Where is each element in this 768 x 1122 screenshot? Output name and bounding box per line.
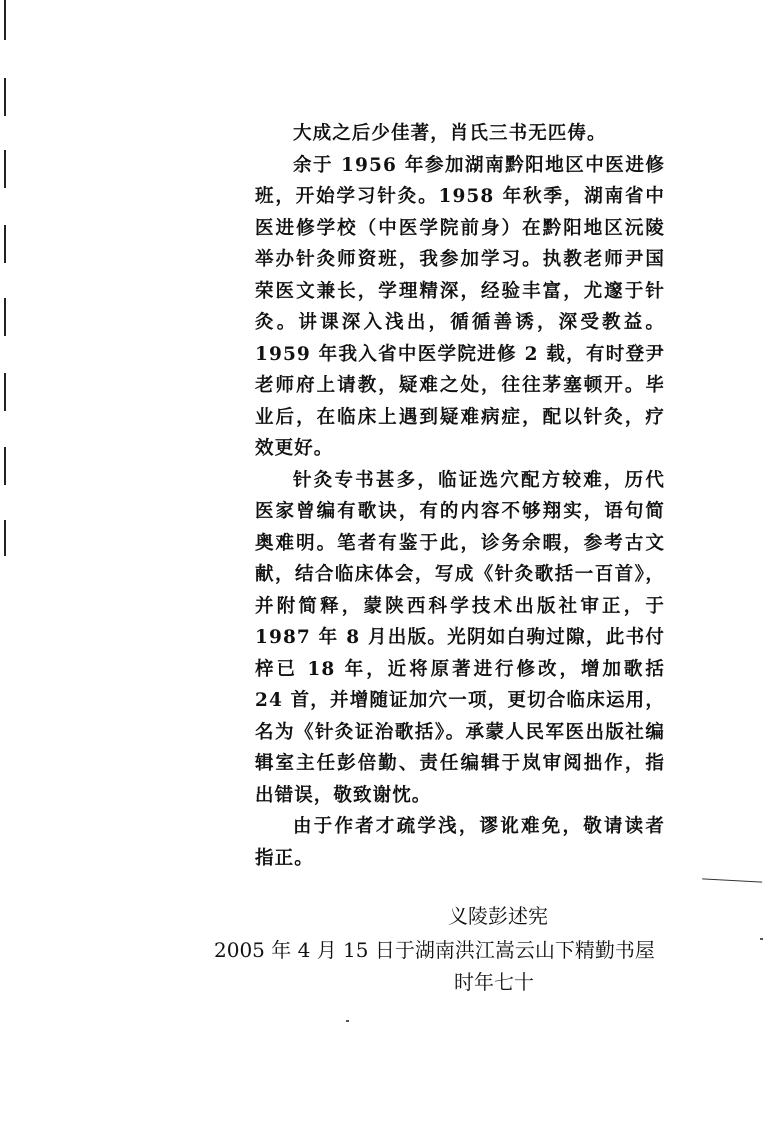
paragraph: 针灸专书甚多，临证选穴配方较难，历代医家曾编有歌诀，有的内容不够翔实，语句简奥难明。笔者有鉴于此，诊务余暇，参考古文献，结合临床体会，写成《针灸歌括一百首》，并附简释，蒙陕西科学技术出版社审正，于 1987 年 8 月出版。光阴如白驹过隙，此书付梓已 18 年，近将原著进行修改，增加歌括 24 首，并增随证加穴一项，更切合临床运用，名为《针灸证治歌括》。承蒙人民军医出版社编辑室主任彭倍勤、责任编辑于岚审阅拙作，指出错误，敬致谢忱。 xyxy=(255,469,665,806)
scan-speck xyxy=(346,1020,349,1022)
binding-mark xyxy=(4,0,6,40)
scan-speck xyxy=(760,938,763,940)
binding-mark xyxy=(4,298,6,336)
binding-mark xyxy=(4,447,6,485)
binding-mark xyxy=(4,78,6,116)
binding-mark xyxy=(4,150,6,188)
binding-mark xyxy=(4,373,6,411)
paragraph: 由于作者才疏学浅，谬讹难免，敬请读者指正。 xyxy=(255,816,665,869)
paragraph: 大成之后少佳著，肖氏三书无匹俦。 xyxy=(293,123,607,144)
author-name: 义陵彭述宪 xyxy=(448,904,548,928)
scan-mark xyxy=(702,878,762,888)
binding-mark xyxy=(4,520,6,556)
preface-body xyxy=(255,118,665,874)
author-age: 时年七十 xyxy=(454,970,534,994)
date-place: 2005 年 4 月 15 日于湖南洪江嵩云山下精勤书屋 xyxy=(214,938,655,962)
binding-mark xyxy=(4,225,6,263)
paragraph: 余于 1956 年参加湖南黔阳地区中医进修班，开始学习针灸。1958 年秋季，湖南省中医进修学校（中医学院前身）在黔阳地区沅陵举办针灸师资班，我参加学习。执教老师尹国荣医文兼长，学理精深，经验丰富，尤邃于针灸。讲课深入浅出，循循善诱，深受教益。1959 年我入省中医学院进修 2 载，有时登尹老师府上请教，疑难之处，往往茅塞顿开。毕业后，在临床上遇到疑难病症，配以针灸，疗效更好。 xyxy=(255,154,665,459)
